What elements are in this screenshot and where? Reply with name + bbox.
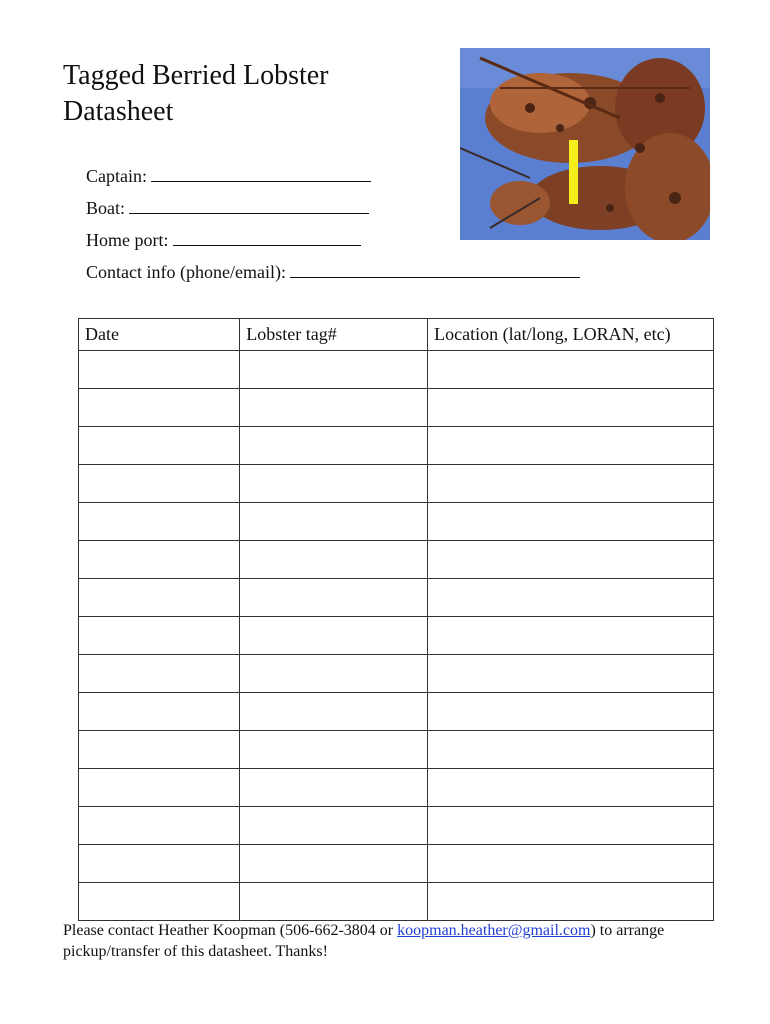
location-cell[interactable] <box>428 351 714 389</box>
tag-cell[interactable] <box>240 503 428 541</box>
contact-blank[interactable] <box>290 259 580 278</box>
footer-note <box>63 920 723 962</box>
footer-text-after: ) to arrange pickup/transfer of this datasheet. Thanks! <box>63 922 665 960</box>
tag-cell[interactable] <box>240 617 428 655</box>
captain-label: Captain: <box>86 166 147 186</box>
tag-cell[interactable] <box>240 883 428 921</box>
tag-cell[interactable] <box>240 769 428 807</box>
boat-label: Boat: <box>86 198 125 218</box>
tag-cell[interactable] <box>240 579 428 617</box>
title-line-1: Tagged Berried Lobster <box>63 60 329 91</box>
table-row <box>79 389 714 427</box>
table-row <box>79 769 714 807</box>
date-cell[interactable] <box>79 845 240 883</box>
location-cell[interactable] <box>428 427 714 465</box>
footer-text-before: Please contact Heather Koopman (506-662-3804 or <box>63 922 398 939</box>
date-cell[interactable] <box>79 389 240 427</box>
date-cell[interactable] <box>79 655 240 693</box>
boat-blank[interactable] <box>129 195 369 214</box>
tag-cell[interactable] <box>240 427 428 465</box>
header-fields <box>86 160 580 288</box>
location-cell[interactable] <box>428 465 714 503</box>
table-row <box>79 465 714 503</box>
table-row <box>79 883 714 921</box>
tag-cell[interactable] <box>240 731 428 769</box>
tag-cell[interactable] <box>240 389 428 427</box>
table-row <box>79 541 714 579</box>
table-row <box>79 807 714 845</box>
boat-field[interactable] <box>86 192 580 224</box>
location-cell[interactable] <box>428 693 714 731</box>
title-line-2: Datasheet <box>63 96 174 127</box>
tag-cell[interactable] <box>240 807 428 845</box>
location-cell[interactable] <box>428 579 714 617</box>
home-port-blank[interactable] <box>173 227 361 246</box>
home-port-field[interactable] <box>86 224 580 256</box>
table-header-row <box>79 319 714 351</box>
home-port-label: Home port: <box>86 230 169 250</box>
location-cell[interactable] <box>428 503 714 541</box>
table-row <box>79 351 714 389</box>
date-cell[interactable] <box>79 807 240 845</box>
column-header-date: Date <box>79 319 240 351</box>
table-row <box>79 731 714 769</box>
captain-field[interactable] <box>86 160 580 192</box>
tag-cell[interactable] <box>240 465 428 503</box>
contact-label: Contact info (phone/email): <box>86 262 286 282</box>
location-cell[interactable] <box>428 389 714 427</box>
column-header-tag: Lobster tag# <box>240 319 428 351</box>
table-row <box>79 845 714 883</box>
date-cell[interactable] <box>79 541 240 579</box>
column-header-location: Location (lat/long, LORAN, etc) <box>428 319 714 351</box>
location-cell[interactable] <box>428 617 714 655</box>
date-cell[interactable] <box>79 731 240 769</box>
date-cell[interactable] <box>79 617 240 655</box>
date-cell[interactable] <box>79 579 240 617</box>
location-cell[interactable] <box>428 807 714 845</box>
captain-blank[interactable] <box>151 163 371 182</box>
location-cell[interactable] <box>428 655 714 693</box>
page-title <box>63 58 423 130</box>
location-cell[interactable] <box>428 541 714 579</box>
date-cell[interactable] <box>79 883 240 921</box>
location-cell[interactable] <box>428 845 714 883</box>
contact-email-link[interactable]: koopman.heather@gmail.com <box>397 922 591 939</box>
table-row <box>79 579 714 617</box>
table-row <box>79 655 714 693</box>
table-row <box>79 617 714 655</box>
date-cell[interactable] <box>79 503 240 541</box>
location-cell[interactable] <box>428 883 714 921</box>
lobster-log-table <box>78 318 714 921</box>
location-cell[interactable] <box>428 731 714 769</box>
contact-field[interactable] <box>86 256 580 288</box>
table-row <box>79 503 714 541</box>
date-cell[interactable] <box>79 351 240 389</box>
tag-cell[interactable] <box>240 655 428 693</box>
location-cell[interactable] <box>428 769 714 807</box>
tag-cell[interactable] <box>240 693 428 731</box>
date-cell[interactable] <box>79 769 240 807</box>
table-row <box>79 693 714 731</box>
tag-cell[interactable] <box>240 845 428 883</box>
date-cell[interactable] <box>79 427 240 465</box>
date-cell[interactable] <box>79 465 240 503</box>
date-cell[interactable] <box>79 693 240 731</box>
table-body <box>79 351 714 921</box>
table-row <box>79 427 714 465</box>
tag-cell[interactable] <box>240 541 428 579</box>
tag-cell[interactable] <box>240 351 428 389</box>
